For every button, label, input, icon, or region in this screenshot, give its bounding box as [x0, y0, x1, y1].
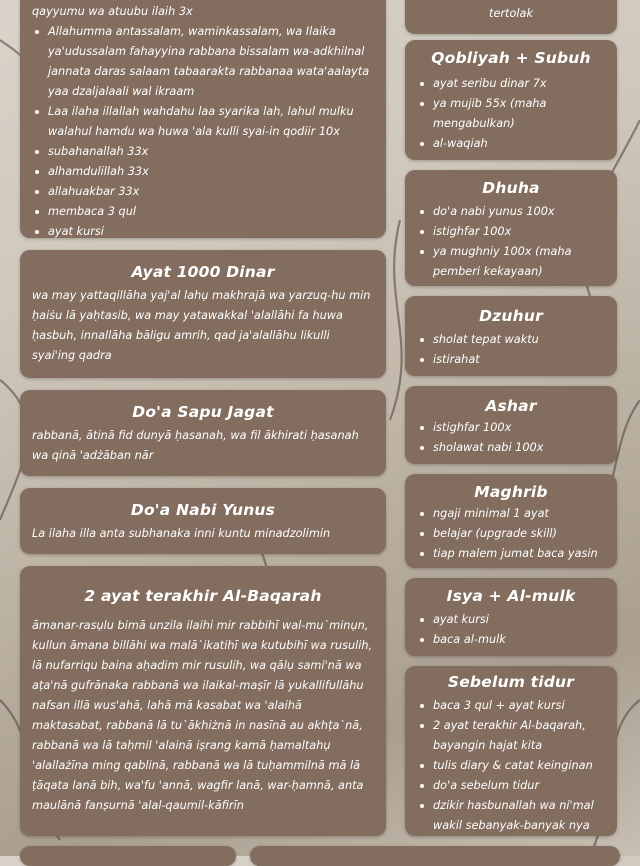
card-title: Ashar	[485, 397, 537, 415]
list-item: belajar (upgrade skill)	[417, 524, 605, 544]
partial-card-bottom-right	[250, 846, 620, 866]
dzuhur-card	[405, 296, 617, 376]
maghrib-card	[405, 474, 617, 568]
card-text: āmanar-rasụlu bimā unzila ilaihi mir rabbihī wal-mu`minụn, kullun āmana billāhi wa malā`ikatihī wa kutubihī wa rusulih, lā nufarriqu baina aḥadim mir rusulih, wa qālụ sami'nā wa aṭa'nā gufrānaka rabbanā wa ilaikal-maṣīr lā yukallifullāhu nafsan illā wus'ahā, lahā mā kasabat wa 'alaihā maktasabat, rabbanā lā tu`ākhiżnā in nasīnā au akhṭa`nā, rabbanā wa lā taḥmil 'alainā iṣrang kamā ḥamaltahụ 'alallażīna ming qablinā, rabbanā wa lā tuḥammilnā mā lā ṭāqata lanā bih, wa'fu 'annā, wagfir lanā, war-ḥamnā, anta maulānā fanṣurnā 'alal-qaumil-kāfirīn	[32, 619, 373, 812]
card-title: Sebelum tidur	[447, 673, 575, 691]
card-title: Do'a Sapu Jagat	[132, 403, 274, 421]
list-item: istighfar 100x	[417, 418, 605, 438]
isya-al-mulk-card	[405, 578, 617, 656]
morning-dzikir-list	[32, 2, 374, 242]
list-item: alhamdulillah 33x	[32, 162, 374, 182]
list-item: do'a nabi yunus 100x	[417, 202, 605, 222]
top-right-card	[405, 0, 617, 34]
sapu-jagat-card	[20, 390, 386, 476]
list-item: subahanallah 33x	[32, 142, 374, 162]
list-item: membaca 3 qul	[32, 202, 374, 222]
list-item: ya mughniy 100x (maha pemberi kekayaan)	[417, 242, 605, 282]
qobliyah-subuh-card	[405, 40, 617, 160]
list-item: 2 ayat terakhir Al-baqarah, bayangin hajat kita	[417, 716, 605, 756]
qobliyah-list	[417, 74, 605, 154]
isya-list	[417, 610, 605, 650]
card-title: 2 ayat terakhir Al-Baqarah	[84, 587, 322, 605]
list-item: tiap malem jumat baca yasin	[417, 544, 605, 564]
list-item: ayat kursi	[417, 610, 605, 630]
list-item: Laa ilaha illallah wahdahu laa syarika lah, lahul mulku walahul hamdu wa huwa 'ala kulli syai-in qodiir 10x	[32, 102, 374, 142]
card-text: La ilaha illa anta subhanaka inni kuntu minadzolimin	[32, 527, 331, 540]
card-text: rabbanā, ātinā fid dunyā ḥasanah, wa fil ākhirati ḥasanah wa qinā 'adżāban nār	[32, 429, 359, 462]
card-title: Maghrib	[474, 483, 548, 501]
list-item: istighfar 100x	[417, 222, 605, 242]
nabi-yunus-card	[20, 488, 386, 554]
card-title: Isya + Al-mulk	[446, 587, 576, 605]
list-item: ngaji minimal 1 ayat	[417, 504, 605, 524]
dzuhur-list	[417, 330, 605, 370]
list-item: al-waqiah	[417, 134, 605, 154]
card-title: Qobliyah + Subuh	[431, 49, 591, 67]
list-item: tulis diary & catat keinginan	[417, 756, 605, 776]
list-item: qayyumu wa atuubu ilaih 3x	[32, 5, 193, 18]
al-baqarah-card	[20, 566, 386, 836]
list-item: do'a sebelum tidur	[417, 776, 605, 796]
list-item: istirahat	[417, 350, 605, 370]
list-item: dzikir hasbunallah wa ni'mal wakil sebanyak-banyak nya	[417, 796, 605, 836]
card-title: Dhuha	[482, 179, 540, 197]
card-title: Ayat 1000 Dinar	[131, 263, 275, 281]
sebelum-tidur-list	[417, 696, 605, 836]
ashar-card	[405, 386, 617, 464]
card-title: Do'a Nabi Yunus	[130, 501, 276, 519]
list-item: allahuakbar 33x	[32, 182, 374, 202]
ayat-1000-dinar-card	[20, 250, 386, 378]
list-item: ayat kursi	[32, 222, 374, 242]
ashar-list	[417, 418, 605, 458]
morning-dzikir-card	[20, 0, 386, 238]
maghrib-list	[417, 504, 605, 564]
list-item: sholat tepat waktu	[417, 330, 605, 350]
card-text: tertolak	[489, 7, 533, 20]
dhuha-list	[417, 202, 605, 282]
list-item: Allahumma antassalam, waminkassalam, wa Ilaika ya'udussalam fahayyina rabbana bissalam wa-adkhilnal jannata daras salaam tabaarakta rabbanaa wata'aalayta yaa dzaljalaali wal ikraam	[32, 22, 374, 102]
card-text: wa may yattaqillāha yaj'al lahụ makhrajā wa yarzuq-hu min ḥaiṡu lā yaḥtasib, wa may yatawakkal 'alallāhi fa huwa ḥasbuh, innallāha bāligu amrih, qad ja'alallāhu likulli syai'ing qadra	[32, 289, 371, 362]
dhuha-card	[405, 170, 617, 286]
list-item: ayat seribu dinar 7x	[417, 74, 605, 94]
list-item: baca 3 qul + ayat kursi	[417, 696, 605, 716]
sebelum-tidur-card	[405, 666, 617, 836]
partial-card-bottom-left	[20, 846, 236, 866]
card-title: Dzuhur	[479, 307, 543, 325]
list-item: sholawat nabi 100x	[417, 438, 605, 458]
list-item: baca al-mulk	[417, 630, 605, 650]
list-item: ya mujib 55x (maha mengabulkan)	[417, 94, 605, 134]
